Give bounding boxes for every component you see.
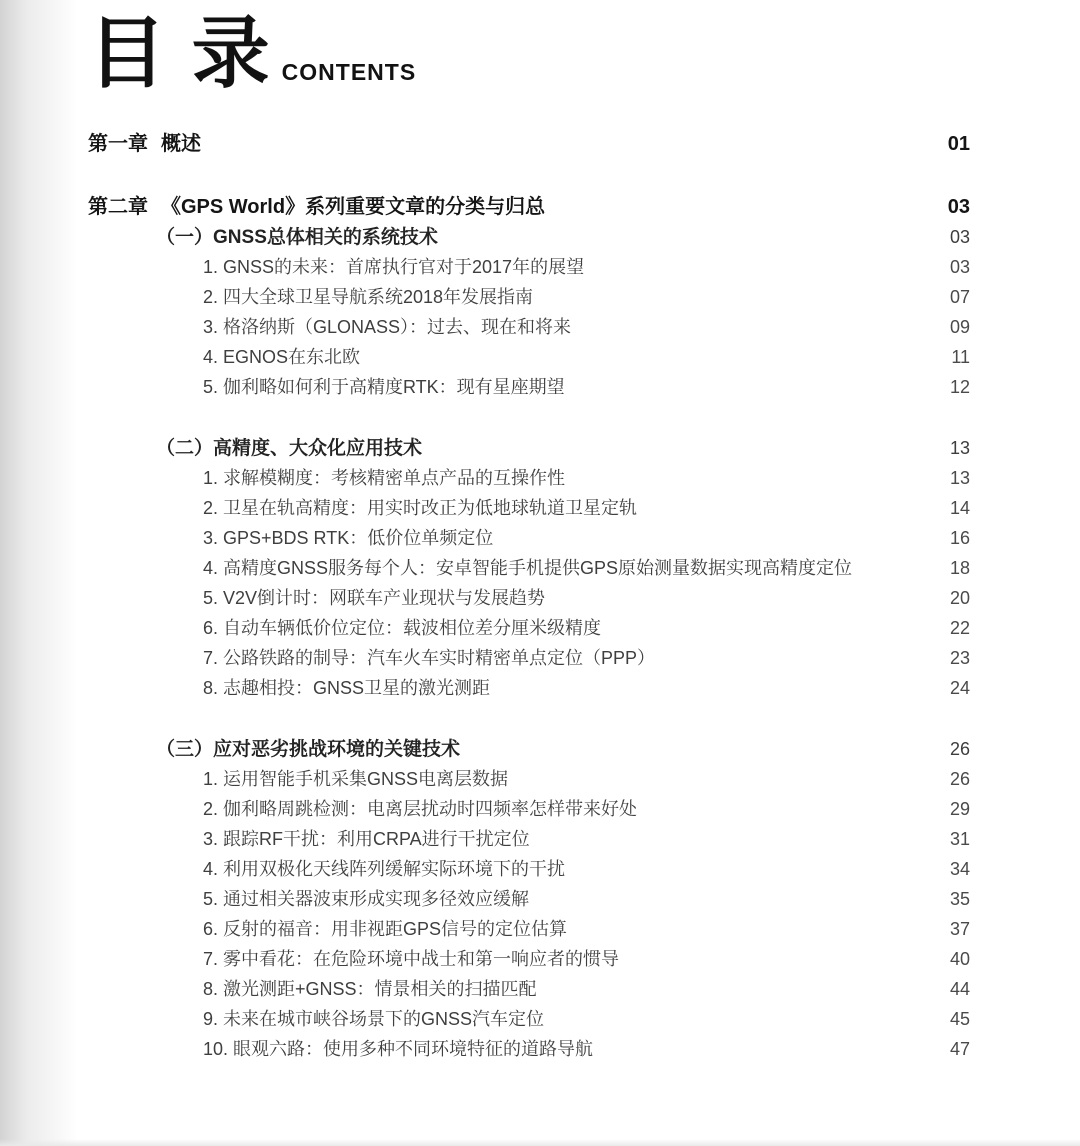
toc-item-row — [88, 342, 970, 372]
item-title: 2. 四大全球卫星导航系统2018年发展指南 — [203, 287, 534, 307]
toc-item-row — [88, 944, 970, 974]
toc-item-row — [88, 854, 970, 884]
item-title: 8. 志趣相投：GNSS卫星的激光测距 — [203, 678, 491, 698]
page-number: 18 — [949, 558, 970, 578]
toc-item-row — [88, 794, 970, 824]
page-number: 37 — [949, 919, 970, 939]
page-title-zh: 目 录 — [88, 9, 272, 97]
page-number: 16 — [949, 528, 970, 548]
section-number-label: （二） — [156, 438, 214, 459]
toc-item-row — [88, 764, 970, 794]
page-number: 44 — [949, 979, 970, 999]
page-number: 47 — [949, 1039, 970, 1059]
section-number-label: （三） — [156, 739, 214, 760]
scan-edge-shadow-bottom — [0, 1139, 1080, 1146]
toc-chapter-row — [88, 129, 970, 159]
toc-item-row — [88, 252, 970, 282]
toc-item-row — [88, 1004, 970, 1034]
toc-item-row — [88, 884, 970, 914]
page-number: 11 — [951, 347, 970, 367]
item-title: 4. 利用双极化天线阵列缓解实际环境下的干扰 — [203, 859, 566, 879]
page-number: 13 — [949, 438, 970, 458]
item-title: 1. GNSS的未来：首席执行官对于2017年的展望 — [203, 257, 585, 277]
toc-item-row — [88, 613, 970, 643]
item-title: 2. 卫星在轨高精度：用实时改正为低地球轨道卫星定轨 — [203, 498, 638, 518]
item-title: 5. 通过相关器波束形成实现多径效应缓解 — [203, 889, 530, 909]
item-title: 5. V2V倒计时：网联车产业现状与发展趋势 — [203, 588, 546, 608]
page-number: 34 — [949, 859, 970, 879]
item-title: 4. 高精度GNSS服务每个人：安卓智能手机提供GPS原始测量数据实现高精度定位 — [203, 558, 853, 578]
item-title: 3. GPS+BDS RTK：低价位单频定位 — [203, 528, 494, 548]
item-title: 7. 公路铁路的制导：汽车火车实时精密单点定位（PPP） — [203, 648, 656, 668]
section-number-label: （一） — [156, 227, 214, 248]
item-title: 8. 激光测距+GNSS：情景相关的扫描匹配 — [203, 979, 537, 999]
toc-item-row — [88, 463, 970, 493]
item-title: 3. 格洛纳斯（GLONASS）：过去、现在和将来 — [203, 317, 572, 337]
toc-item-row — [88, 312, 970, 342]
page-number: 01 — [947, 133, 970, 155]
toc-item-row — [88, 914, 970, 944]
item-title: 10. 眼观六路：使用多种不同环境特征的道路导航 — [203, 1039, 594, 1059]
toc-item-row — [88, 1034, 970, 1064]
page-number: 03 — [949, 257, 970, 277]
page-number: 31 — [949, 829, 970, 849]
toc-item-row — [88, 673, 970, 703]
page-number: 24 — [949, 678, 970, 698]
page-number: 12 — [949, 377, 970, 397]
toc-section-row — [88, 222, 970, 252]
toc-list — [0, 129, 1080, 1064]
toc-item-row — [88, 493, 970, 523]
page-number: 35 — [949, 889, 970, 909]
page-number: 09 — [949, 317, 970, 337]
page-number: 20 — [949, 588, 970, 608]
page-number: 22 — [949, 618, 970, 638]
page-number: 26 — [949, 739, 970, 759]
page-number: 07 — [949, 287, 970, 307]
page-title — [0, 0, 1080, 97]
item-title: 2. 伽利略周跳检测：电离层扰动时四频率怎样带来好处 — [203, 799, 638, 819]
page-title-en: CONTENTS — [281, 59, 417, 85]
toc-item-row — [88, 282, 970, 312]
item-title: 1. 求解模糊度：考核精密单点产品的互操作性 — [203, 468, 566, 488]
section-title: 高精度、大众化应用技术 — [213, 438, 423, 459]
chapter-title: 《GPS World》系列重要文章的分类与归总 — [161, 196, 546, 218]
page-number: 14 — [949, 498, 970, 518]
toc-section-row — [88, 734, 970, 764]
toc-item-row — [88, 553, 970, 583]
chapter-number-label: 第一章 — [88, 133, 148, 155]
item-title: 1. 运用智能手机采集GNSS电离层数据 — [203, 769, 509, 789]
toc-item-row — [88, 523, 970, 553]
chapter-title: 概述 — [161, 133, 201, 155]
toc-section-row — [88, 433, 970, 463]
item-title: 4. EGNOS在东北欧 — [203, 347, 361, 367]
page-number: 45 — [949, 1009, 970, 1029]
page-number: 03 — [947, 196, 970, 218]
toc-item-row — [88, 583, 970, 613]
toc-item-row — [88, 643, 970, 673]
item-title: 7. 雾中看花：在危险环境中战士和第一响应者的惯导 — [203, 949, 620, 969]
page-number: 26 — [949, 769, 970, 789]
toc-item-row — [88, 824, 970, 854]
item-title: 6. 自动车辆低价位定位：载波相位差分厘米级精度 — [203, 618, 602, 638]
chapter-number-label: 第二章 — [88, 196, 148, 218]
item-title: 5. 伽利略如何利于高精度RTK：现有星座期望 — [203, 377, 565, 397]
item-title: 3. 跟踪RF干扰：利用CRPA进行干扰定位 — [203, 829, 530, 849]
page-number: 40 — [949, 949, 970, 969]
page-number: 13 — [949, 468, 970, 488]
page-number: 23 — [949, 648, 970, 668]
section-title: 应对恶劣挑战环境的关键技术 — [213, 739, 461, 760]
item-title: 9. 未来在城市峡谷场景下的GNSS汽车定位 — [203, 1009, 545, 1029]
page-number: 29 — [949, 799, 970, 819]
item-title: 6. 反射的福音：用非视距GPS信号的定位估算 — [203, 919, 568, 939]
page-number: 03 — [949, 227, 970, 247]
toc-chapter-row — [88, 192, 970, 222]
toc-item-row — [88, 372, 970, 402]
toc-item-row — [88, 974, 970, 1004]
section-title: GNSS总体相关的系统技术 — [213, 227, 438, 248]
